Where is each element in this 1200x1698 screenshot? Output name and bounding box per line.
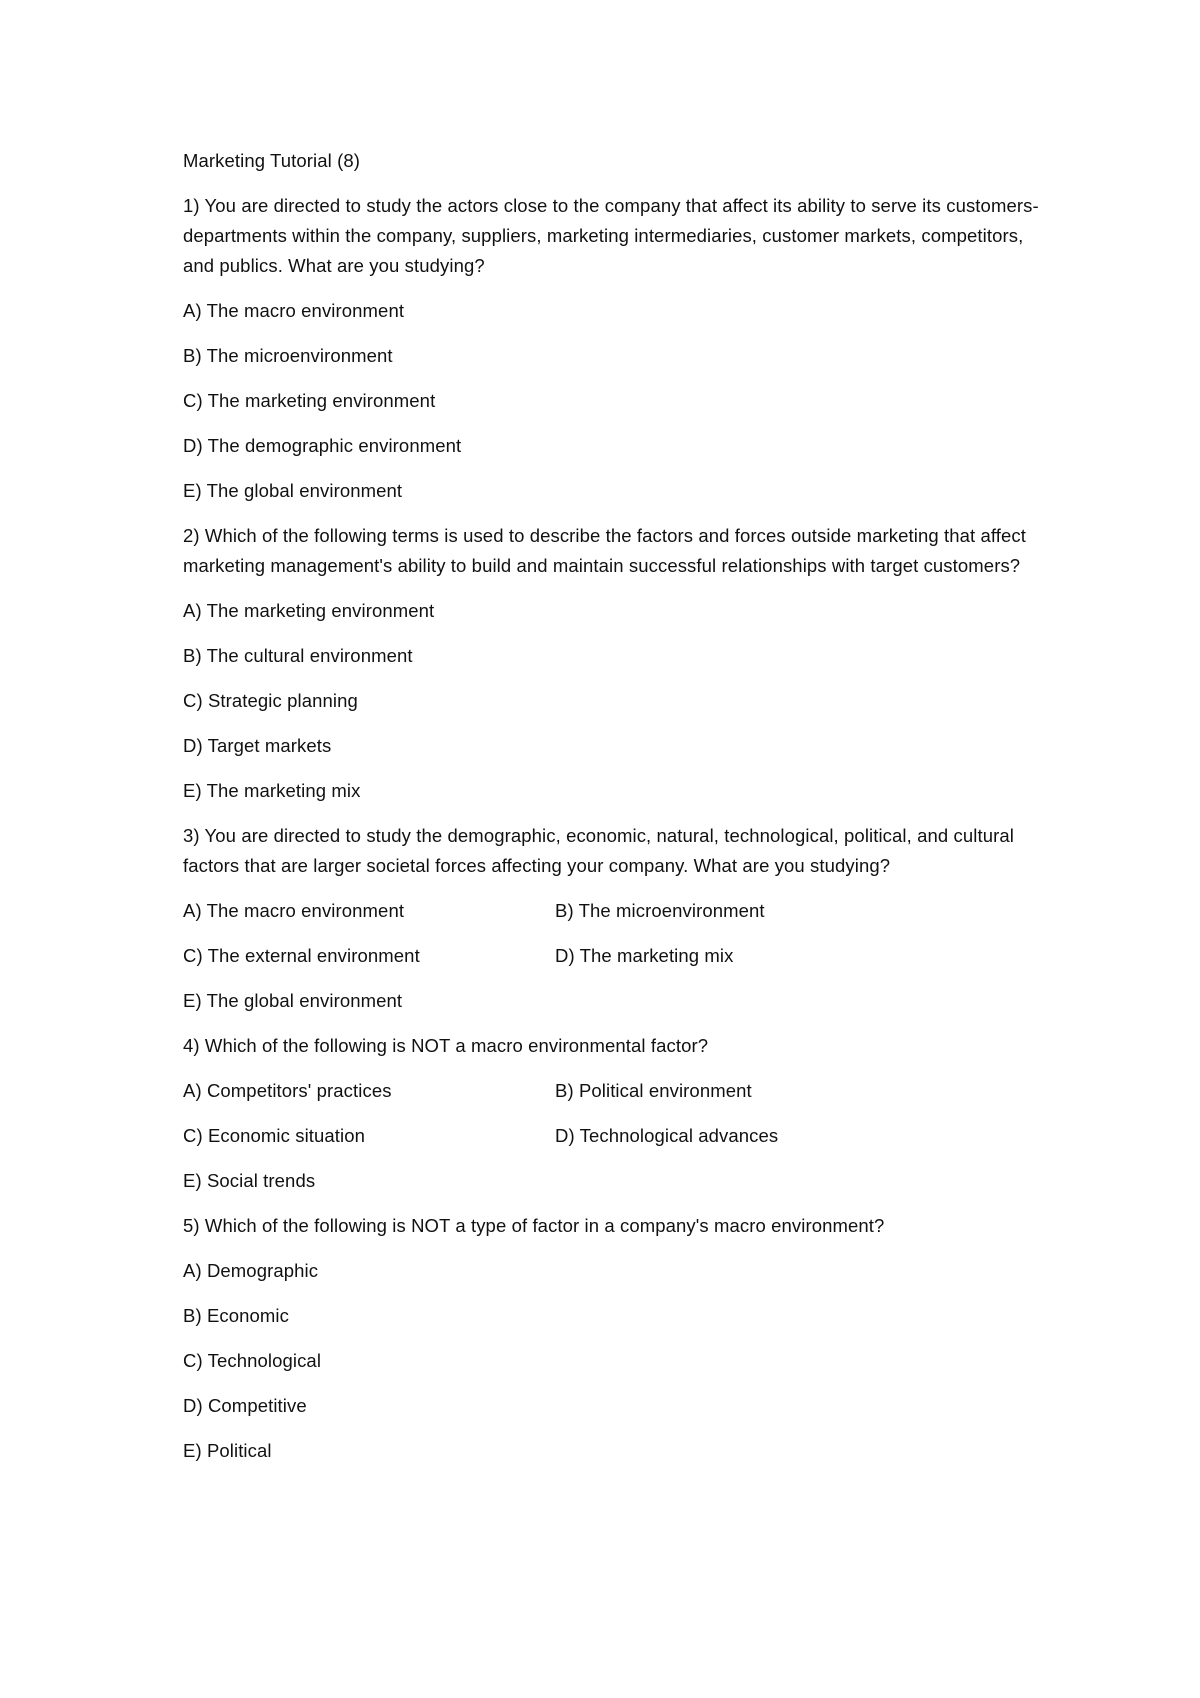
question-5-text: 5) Which of the following is NOT a type of factor in a company's macro environment? <box>183 1215 885 1236</box>
question-2-option-e: E) The marketing mix <box>183 780 361 801</box>
document-title: Marketing Tutorial (8) <box>183 150 360 171</box>
question-3-option-c: C) The external environment <box>183 945 420 966</box>
question-2-option-a: A) The marketing environment <box>183 600 435 621</box>
question-4-options-row-2 <box>183 1121 1043 1151</box>
question-1-option-c: C) The marketing environment <box>183 390 436 411</box>
question-4-options-row-1 <box>183 1076 1043 1106</box>
question-5-option-a: A) Demographic <box>183 1260 319 1281</box>
question-1-option-a: A) The macro environment <box>183 300 405 321</box>
question-5-option-e: E) Political <box>183 1440 272 1461</box>
document-page <box>183 146 1043 1481</box>
question-3-option-d: D) The marketing mix <box>555 945 734 966</box>
question-3-option-b: B) The microenvironment <box>555 900 765 921</box>
question-2-option-b: B) The cultural environment <box>183 645 413 666</box>
question-1-option-e: E) The global environment <box>183 480 403 501</box>
question-4-option-c: C) Economic situation <box>183 1125 366 1146</box>
question-5-option-d: D) Competitive <box>183 1395 307 1416</box>
question-2-option-d: D) Target markets <box>183 735 332 756</box>
question-3-option-e: E) The global environment <box>183 990 403 1011</box>
question-3-option-a: A) The macro environment <box>183 900 405 921</box>
question-4-option-a: A) Competitors' practices <box>183 1080 392 1101</box>
question-1-text: 1) You are directed to study the actors close to the company that affect its ability to serve its customers-departments within the company, suppliers, marketing intermediaries, customer markets, competitors, and publics. What are you studying? <box>183 195 1039 276</box>
question-4-option-b: B) Political environment <box>555 1080 752 1101</box>
question-3-options-row-1 <box>183 896 1043 926</box>
question-1-option-d: D) The demographic environment <box>183 435 462 456</box>
question-2-text: 2) Which of the following terms is used to describe the factors and forces outside marketing that affect marketing management's ability to build and maintain successful relationships with target customers? <box>183 525 1026 576</box>
question-4-text: 4) Which of the following is NOT a macro environmental factor? <box>183 1035 709 1056</box>
question-5-option-c: C) Technological <box>183 1350 322 1371</box>
question-3-options-row-2 <box>183 941 1043 971</box>
question-4-option-d: D) Technological advances <box>555 1125 779 1146</box>
question-4-option-e: E) Social trends <box>183 1170 316 1191</box>
question-5-option-b: B) Economic <box>183 1305 289 1326</box>
question-3-text: 3) You are directed to study the demographic, economic, natural, technological, political, and cultural factors that are larger societal forces affecting your company. What are you studying? <box>183 825 1014 876</box>
question-1-option-b: B) The microenvironment <box>183 345 393 366</box>
question-2-option-c: C) Strategic planning <box>183 690 358 711</box>
